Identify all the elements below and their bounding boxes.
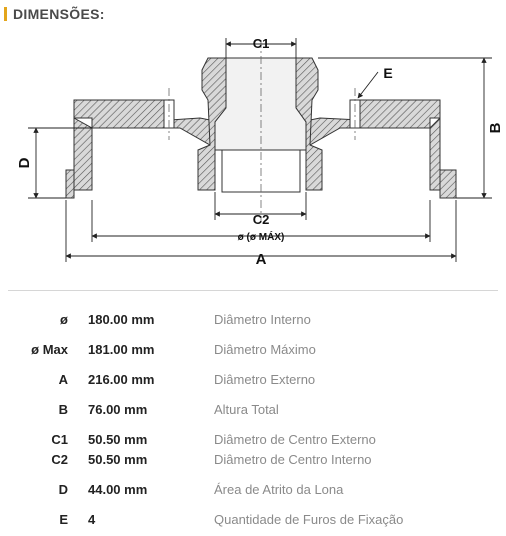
label-d: D (16, 157, 33, 169)
spec-code: D (58, 482, 68, 497)
spec-code: A (58, 372, 68, 387)
spec-value: 44.00 mm (88, 482, 148, 497)
spec-desc: Diâmetro de Centro Externo (214, 432, 376, 447)
spec-desc: Diâmetro de Centro Interno (214, 452, 372, 467)
spec-value: 180.00 mm (88, 312, 155, 327)
top-flange-right (310, 100, 440, 145)
spec-value: 4 (88, 512, 96, 527)
spec-code: C1 (51, 432, 68, 447)
label-c1: C1 (252, 36, 270, 51)
label-a: A (255, 251, 267, 268)
outer-rim-left (66, 170, 74, 198)
spec-desc: Área de Atrito da Lona (214, 482, 344, 497)
spec-value: 181.00 mm (88, 342, 155, 357)
spec-row (0, 402, 506, 422)
spec-desc: Diâmetro Interno (214, 312, 311, 327)
spec-code: ø Max (31, 342, 68, 357)
spec-value: 50.50 mm (88, 432, 148, 447)
label-c2: C2 (252, 212, 270, 227)
spec-row (0, 512, 506, 532)
spec-row (0, 482, 506, 502)
spec-code: B (58, 402, 68, 417)
spec-row (0, 452, 506, 472)
spec-row (0, 372, 506, 392)
top-flange-left (74, 100, 210, 145)
spec-code: ø (60, 312, 68, 327)
outer-rim-right (440, 170, 456, 198)
hub-bore (215, 58, 306, 150)
spec-row (0, 312, 506, 332)
label-diam-max: ø (ø MÁX) (237, 232, 285, 243)
spec-value: 216.00 mm (88, 372, 155, 387)
spec-row (0, 342, 506, 362)
label-e: E (383, 65, 393, 81)
spec-row (0, 432, 506, 452)
spec-desc: Quantidade de Furos de Fixação (214, 512, 404, 527)
spec-value: 50.50 mm (88, 452, 148, 467)
spec-code: C2 (51, 452, 68, 467)
section-title-text: DIMENSÕES: (13, 6, 105, 22)
spec-desc: Altura Total (214, 402, 279, 417)
label-b: B (487, 122, 504, 134)
spec-desc: Diâmetro Externo (214, 372, 316, 387)
spec-value: 76.00 mm (88, 402, 148, 417)
spec-code: E (59, 512, 68, 527)
divider (8, 290, 498, 291)
spec-desc: Diâmetro Máximo (214, 342, 316, 357)
